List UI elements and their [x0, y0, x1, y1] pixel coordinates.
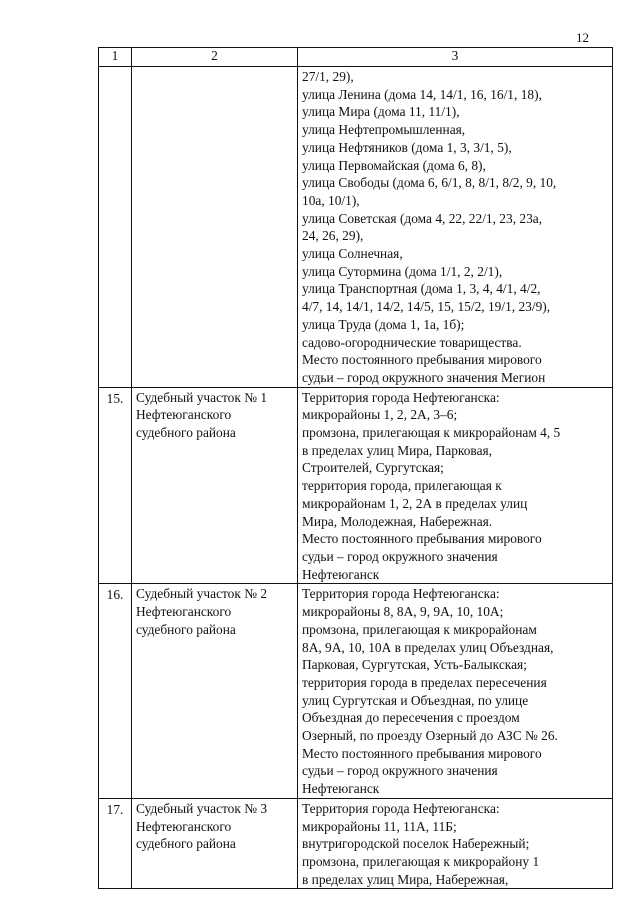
territory-description	[298, 584, 613, 798]
district-table	[98, 47, 613, 889]
court-district-name	[132, 584, 298, 798]
header-cell-2: 2	[132, 48, 298, 67]
territory-description	[298, 798, 613, 889]
territory-line: промзона, прилегающая к микрорайонам 4, 5	[302, 425, 561, 441]
territory-line: Место постоянного пребывания мирового	[302, 352, 542, 368]
territory-description	[298, 67, 613, 388]
territory-line: Озерный, по проезду Озерный до АЗС № 26.	[302, 728, 558, 744]
table-row	[99, 798, 613, 889]
table-row	[99, 584, 613, 798]
court-name-line: судебного района	[136, 836, 236, 852]
territory-line: внутригородской поселок Набережный;	[302, 836, 530, 852]
territory-line: территория города, прилегающая к	[302, 478, 502, 494]
territory-line: в пределах улиц Мира, Парковая,	[302, 442, 493, 458]
territory-line: улица Нефтепромышленная,	[302, 122, 466, 138]
court-district-name	[132, 387, 298, 584]
territory-line: промзона, прилегающая к микрорайону 1	[302, 853, 540, 869]
territory-line: Территория города Нефтеюганска:	[302, 389, 500, 405]
court-name-line: Судебный участок № 1	[136, 389, 268, 405]
territory-line: Место постоянного пребывания мирового	[302, 531, 542, 547]
territory-line: улица Ленина (дома 14, 14/1, 16, 16/1, 18),	[302, 86, 542, 102]
territory-line: улица Сутормина (дома 1/1, 2, 2/1),	[302, 263, 503, 279]
territory-line: улица Солнечная,	[302, 246, 403, 262]
territory-line: 10а, 10/1),	[302, 192, 360, 208]
territory-line: Территория города Нефтеюганска:	[302, 586, 500, 602]
territory-line: 27/1, 29),	[302, 69, 354, 84]
court-district-name	[132, 67, 298, 388]
territory-line: микрорайоны 8, 8А, 9, 9А, 10, 10А;	[302, 604, 504, 620]
table-row	[99, 387, 613, 584]
territory-line: Мира, Молодежная, Набережная.	[302, 513, 493, 529]
court-name-line: Нефтеюганского	[136, 604, 232, 620]
table-header-row	[99, 48, 613, 67]
court-name-line: судебного района	[136, 621, 236, 637]
territory-line: микрорайонам 1, 2, 2А в пределах улиц	[302, 495, 528, 511]
territory-line: улица Нефтяников (дома 1, 3, 3/1, 5),	[302, 139, 512, 155]
territory-line: микрорайоны 1, 2, 2А, 3–6;	[302, 407, 458, 423]
territory-line: улица Первомайская (дома 6, 8),	[302, 157, 486, 173]
territory-line: микрорайоны 11, 11А, 11Б;	[302, 818, 457, 834]
territory-line: Объездная до пересечения с проездом	[302, 710, 520, 726]
territory-line: территория города в пределах пересечения	[302, 674, 547, 690]
territory-line: улица Свободы (дома 6, 6/1, 8, 8/1, 8/2, 9, 10,	[302, 175, 557, 191]
territory-line: 4/7, 14, 14/1, 14/2, 14/5, 15, 15/2, 19/1, 23/9),	[302, 299, 551, 315]
territory-line: Территория города Нефтеюганска:	[302, 800, 500, 816]
court-name-line: Нефтеюганского	[136, 407, 232, 423]
territory-line: улица Транспортная (дома 1, 3, 4, 4/1, 4/2,	[302, 281, 541, 297]
court-name-line: Судебный участок № 3	[136, 800, 268, 816]
territory-line: Нефтеюганск	[302, 781, 380, 797]
court-name-line: Нефтеюганского	[136, 818, 232, 834]
territory-line: Парковая, Сургутская, Усть-Балыкская;	[302, 657, 527, 673]
territory-line: судьи – город окружного значения	[302, 548, 498, 564]
territory-line: судьи – город окружного значения	[302, 763, 498, 779]
row-number	[99, 67, 132, 388]
row-number: 15.	[99, 387, 132, 584]
territory-description	[298, 387, 613, 584]
court-name-line: судебного района	[136, 425, 236, 441]
page-number: 12	[576, 30, 589, 45]
territory-line: 24, 26, 29),	[302, 228, 364, 244]
table-row	[99, 67, 613, 388]
territory-line: Нефтеюганск	[302, 566, 380, 582]
territory-line: Место постоянного пребывания мирового	[302, 745, 542, 761]
row-number: 17.	[99, 798, 132, 889]
territory-line: судьи – город окружного значения Мегион	[302, 369, 546, 385]
territory-line: Строителей, Сургутская;	[302, 460, 444, 476]
territory-line: улица Мира (дома 11, 11/1),	[302, 104, 460, 120]
territory-line: 8А, 9А, 10, 10А в пределах улиц Объездная,	[302, 639, 554, 655]
court-name-line: Судебный участок № 2	[136, 586, 268, 602]
row-number: 16.	[99, 584, 132, 798]
territory-line: в пределах улиц Мира, Набережная,	[302, 871, 509, 887]
court-district-name	[132, 798, 298, 889]
territory-line: улиц Сургутская и Объездная, по улице	[302, 692, 529, 708]
header-cell-1: 1	[99, 48, 132, 67]
territory-line: улица Советская (дома 4, 22, 22/1, 23, 23а,	[302, 210, 543, 226]
territory-line: садово-огороднические товарищества.	[302, 334, 522, 350]
header-cell-3: 3	[298, 48, 613, 67]
territory-line: улица Труда (дома 1, 1а, 1б);	[302, 316, 465, 332]
territory-line: промзона, прилегающая к микрорайонам	[302, 621, 537, 637]
